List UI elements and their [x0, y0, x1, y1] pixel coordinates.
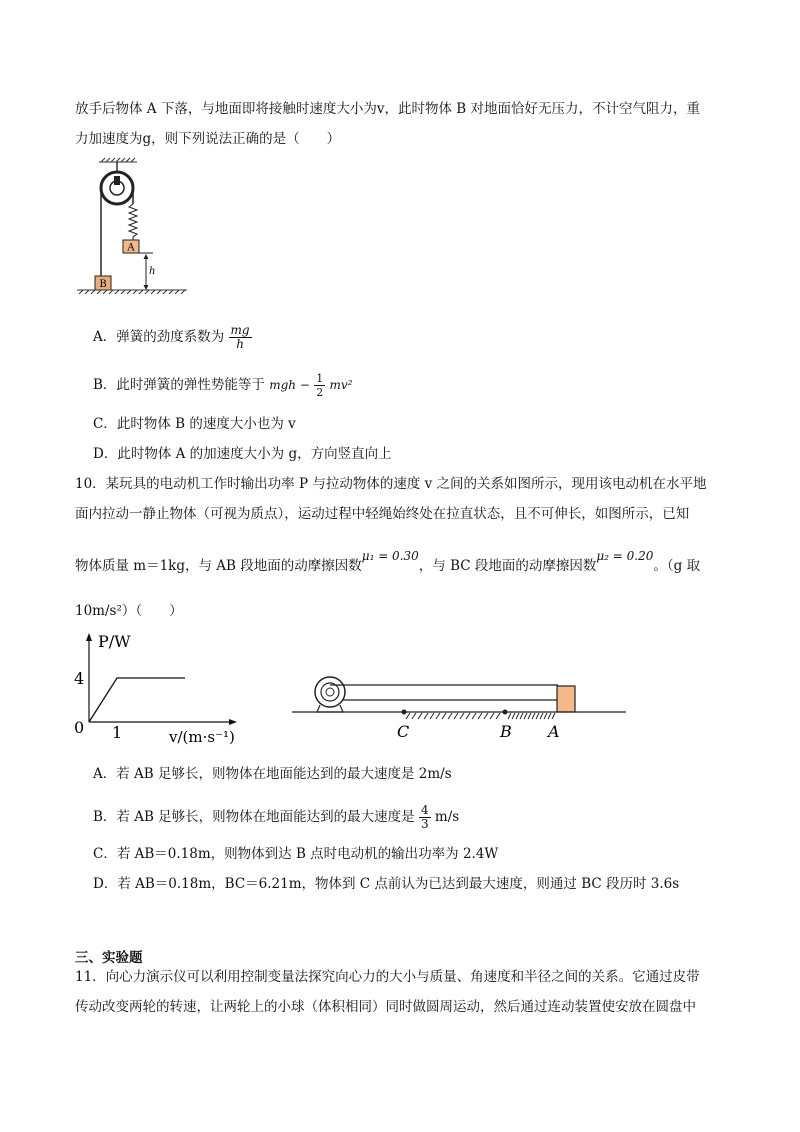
power-curve [89, 678, 185, 722]
fraction-four-thirds: $\frac{4}{3}$ [420, 803, 429, 831]
bc-hatch [406, 713, 500, 719]
block-a-label: A [127, 242, 135, 254]
q9-option-c: C．此时物体 B 的速度大小也为 v [93, 416, 296, 432]
height-label: h [149, 266, 156, 277]
q10-text-line-4: 10m/s²）（ ） [75, 603, 183, 619]
fraction-mg-over-h: $\frac{mg}{h}$ [230, 323, 250, 351]
power-speed-graph [72, 630, 257, 750]
ab-hatch [508, 713, 555, 719]
label-b: B [500, 722, 512, 741]
q9-option-d: D．此时物体 A 的加速度大小为 g，方向竖直向上 [93, 446, 392, 462]
x-tick-label: 1 [112, 723, 123, 742]
spring [129, 204, 137, 240]
pulley-spring-figure [75, 158, 190, 298]
label-c: C [397, 722, 410, 741]
x-axis-label: v/(m·s⁻¹) [169, 728, 235, 746]
q10-option-a: A．若 AB 足够长，则物体在地面能达到的最大速度是 2m/s [93, 766, 452, 782]
q9-option-b: B．此时弹簧的弹性势能等于 mgh − $\frac{1}{2}$ mv² [93, 372, 353, 399]
q9-option-a: A．弹簧的劲度系数为 $\frac{mg}{h}$ [93, 323, 250, 351]
mu2-value: μ₂ = 0.20 [596, 549, 654, 563]
q10-option-b: B．若 AB 足够长，则物体在地面能达到的最大速度是 $\frac{4}{3}$ m/s [93, 803, 460, 831]
q9-text-line-1: 放手后物体 A 下落，与地面即将接触时速度大小为v，此时物体 B 对地面恰好无压力，不计空气阻力，重 [75, 101, 700, 117]
y-tick-label: 4 [74, 669, 85, 688]
block-b-label: B [99, 279, 107, 290]
mu1-value: μ₁ = 0.30 [361, 549, 419, 563]
label-a: A [548, 722, 560, 741]
point-b [503, 710, 508, 715]
q10-text-line-2: 面内拉动一静止物体（可视为质点），运动过程中轻绳始终处在拉直状态，且不可伸长，如图所示，已知 [75, 506, 690, 522]
motor-track-figure [290, 675, 630, 745]
section-heading: 三、实验题 [75, 950, 143, 966]
ground-hatch [77, 290, 187, 294]
motor-icon [315, 677, 345, 712]
origin-label: 0 [74, 718, 85, 737]
block-a-track [557, 686, 575, 712]
q10-option-d: D．若 AB＝0.18m，BC＝6.21m，物体到 C 点前认为已达到最大速度，则通过 BC 段历时 3.6s [93, 876, 680, 892]
q10-option-c: C．若 AB＝0.18m，则物体到达 B 点时电动机的输出功率为 2.4W [93, 846, 499, 862]
q9-text-line-2: 力加速度为g，则下列说法正确的是（ ） [75, 131, 341, 147]
q10-text-line-3: 物体质量 m＝1kg，与 AB 段地面的动摩擦因数μ₁ = 0.30，与 BC 段地面的动摩擦因数μ₂ = 0.20。（g 取 [75, 556, 700, 576]
q11-text-line-1: 11．向心力演示仪可以利用控制变量法探究向心力的大小与质量、角速度和半径之间的关系。它通过皮带 [75, 969, 700, 985]
point-c [402, 710, 407, 715]
q10-text-line-1: 10．某玩具的电动机工作时输出功率 P 与拉动物体的速度 v 之间的关系如图所示，现用该电动机在水平地 [75, 476, 707, 492]
fraction-one-half: $\frac{1}{2}$ [316, 372, 324, 399]
ceiling-hatch [99, 158, 137, 162]
y-axis-label: P/W [98, 632, 131, 651]
q11-text-line-2: 传动改变两轮的转速，让两轮上的小球（体积相同）同时做圆周运动，然后通过连动装置使安放在圆盘中 [75, 999, 696, 1015]
